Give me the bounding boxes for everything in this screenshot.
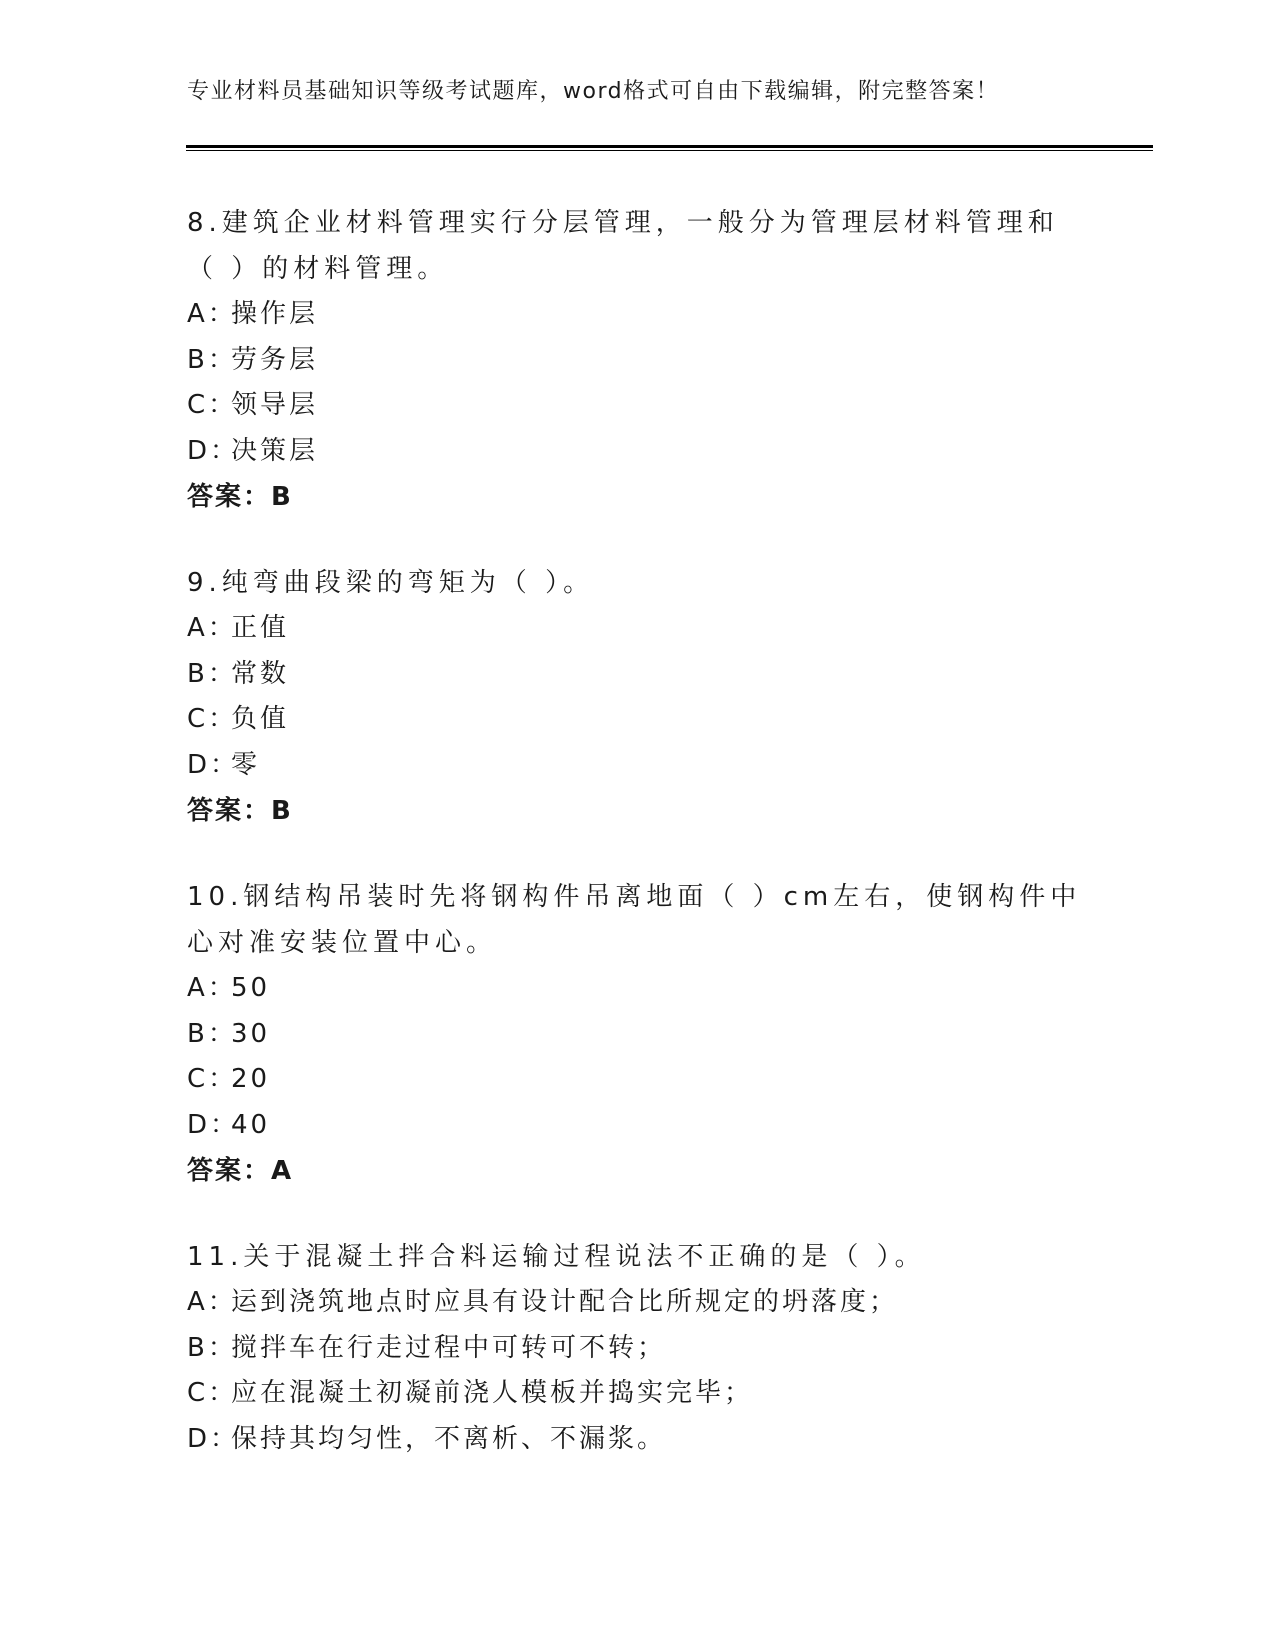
question-list: [187, 200, 1087, 1502]
option-text: 运到浇筑地点时应具有设计配合比所规定的坍落度；: [231, 1287, 899, 1317]
option-text: 决策层: [231, 435, 319, 466]
option-key: D：: [187, 435, 240, 466]
option-text: 正值: [231, 613, 290, 643]
question-8: [187, 200, 1087, 520]
option-key: B：: [187, 1332, 237, 1363]
question-11: [187, 1234, 1087, 1462]
answer-value: A: [271, 1156, 294, 1186]
option-b: [187, 652, 1087, 698]
question-stem: 9.纯弯曲段梁的弯矩为（ ）。: [187, 568, 595, 598]
option-text: 零: [231, 749, 261, 780]
option-d: [187, 1417, 1087, 1463]
option-text: 应在混凝土初凝前浇人模板并捣实完毕；: [231, 1378, 754, 1408]
option-d: [187, 429, 1087, 475]
option-key: D：: [187, 1423, 240, 1454]
option-text: 20: [231, 1064, 271, 1094]
option-key: C：: [187, 704, 238, 734]
option-key: C：: [187, 1378, 238, 1408]
option-text: 40: [231, 1109, 271, 1140]
option-key: A：: [187, 1287, 237, 1317]
option-a: [187, 606, 1087, 652]
option-text: 劳务层: [231, 344, 319, 375]
option-c: [187, 697, 1087, 743]
question-stem: 10.钢结构吊装时先将钢构件吊离地面（ ）cm左右，使钢构件中心对准安装位置中心。: [187, 882, 1082, 958]
option-key: B：: [187, 658, 237, 689]
answer-line: [187, 788, 1087, 834]
option-c: [187, 1057, 1087, 1103]
option-key: D：: [187, 749, 240, 780]
option-b: [187, 338, 1087, 384]
option-text: 50: [231, 973, 271, 1003]
answer-value: B: [271, 796, 293, 826]
option-d: [187, 743, 1087, 789]
option-a: [187, 292, 1087, 338]
option-text: 30: [231, 1018, 271, 1049]
option-key: B：: [187, 344, 237, 375]
answer-line: [187, 1148, 1087, 1194]
option-text: 操作层: [231, 299, 319, 329]
question-9: [187, 560, 1087, 834]
answer-label: 答案：: [187, 796, 272, 826]
option-key: A：: [187, 613, 237, 643]
option-key: B：: [187, 1018, 237, 1049]
option-key: C：: [187, 1064, 238, 1094]
answer-line: [187, 474, 1087, 520]
option-a: [187, 966, 1087, 1012]
answer-label: 答案：: [187, 1156, 272, 1186]
option-b: [187, 1326, 1087, 1372]
option-key: D：: [187, 1109, 240, 1140]
question-stem: 11.关于混凝土拌合料运输过程说法不正确的是（ ）。: [187, 1242, 926, 1272]
question-10: [187, 874, 1087, 1194]
option-key: A：: [187, 299, 237, 329]
option-key: C：: [187, 390, 238, 420]
option-text: 负值: [231, 704, 290, 734]
option-text: 搅拌车在行走过程中可转可不转；: [231, 1332, 667, 1363]
option-d: [187, 1103, 1087, 1149]
option-a: [187, 1280, 1087, 1326]
option-key: A：: [187, 973, 237, 1003]
option-text: 常数: [231, 658, 290, 689]
option-c: [187, 1371, 1087, 1417]
option-text: 领导层: [231, 390, 319, 420]
option-b: [187, 1012, 1087, 1058]
question-stem: 8.建筑企业材料管理实行分层管理，一般分为管理层材料管理和（ ）的材料管理。: [187, 208, 1059, 284]
answer-value: B: [271, 482, 293, 512]
option-text: 保持其均匀性，不离析、不漏浆。: [231, 1423, 667, 1454]
header-divider: [186, 145, 1153, 151]
page-header: 专业材料员基础知识等级考试题库，word格式可自由下载编辑，附完整答案！: [187, 79, 1000, 104]
option-c: [187, 383, 1087, 429]
answer-label: 答案：: [187, 482, 272, 512]
